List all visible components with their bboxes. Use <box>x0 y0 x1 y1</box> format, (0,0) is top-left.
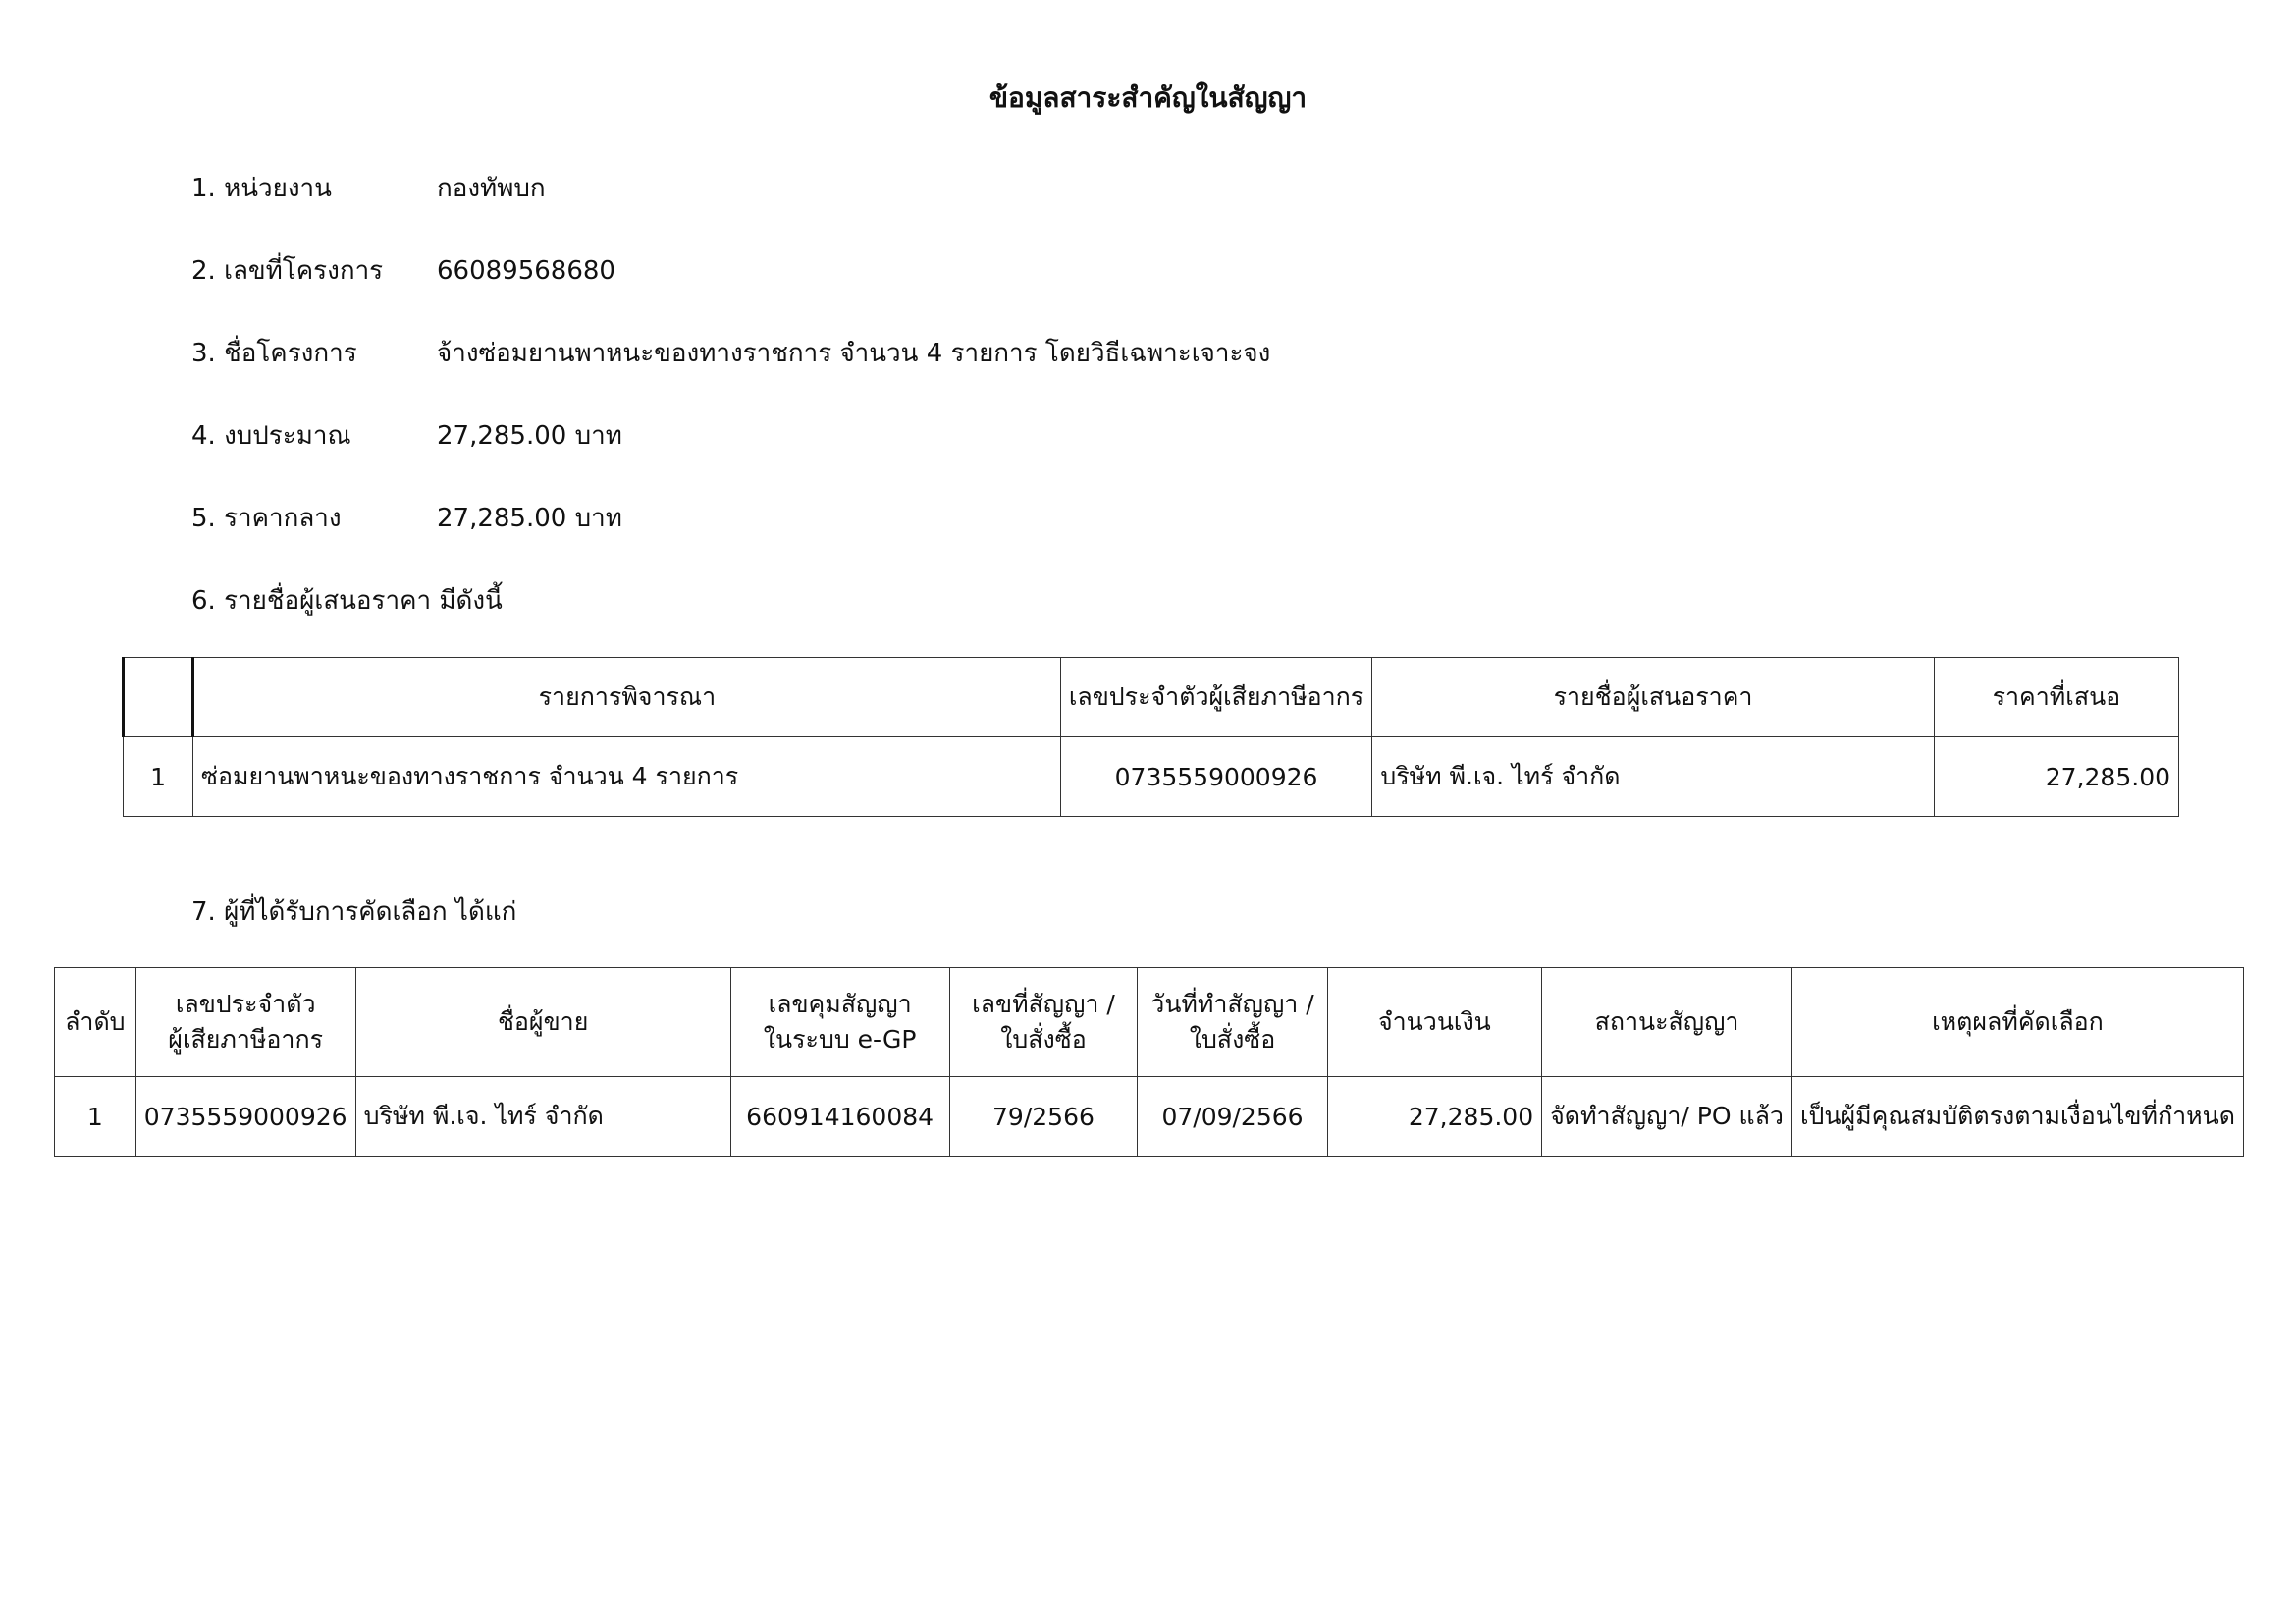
table-cell: 660914160084 <box>730 1077 949 1157</box>
table-header-cell: เลขประจำตัวผู้เสียภาษีอากร <box>1060 658 1372 737</box>
table-header-cell <box>355 968 730 1077</box>
table-cell: 1 <box>55 1077 136 1157</box>
section7-label: 7. ผู้ที่ได้รับการคัดเลือก ได้แก่ <box>191 897 517 927</box>
table-cell: 0735559000926 <box>135 1077 355 1157</box>
table-header-cell <box>55 968 136 1077</box>
table-header-cell <box>1791 968 2243 1077</box>
table-row <box>124 737 2179 817</box>
info-label: 2. เลขที่โครงการ <box>191 256 384 286</box>
info-label: 3. ชื่อโครงการ <box>191 339 357 368</box>
table-header-row <box>124 658 2179 737</box>
info-label: 4. งบประมาณ <box>191 421 351 451</box>
table-header-cell <box>135 968 355 1077</box>
table-header-cell <box>1542 968 1792 1077</box>
info-label: 1. หน่วยงาน <box>191 174 332 203</box>
table-cell: ซ่อมยานพาหนะของทางราชการ จำนวน 4 รายการ <box>193 737 1061 817</box>
selected-vendor-table <box>54 967 2244 1157</box>
header-line: เลขคุมสัญญา <box>768 990 912 1018</box>
table-header-cell: รายชื่อผู้เสนอราคา <box>1372 658 1934 737</box>
info-value: 27,285.00 บาท <box>437 421 622 451</box>
table-header-cell <box>1327 968 1541 1077</box>
table-cell: 07/09/2566 <box>1138 1077 1327 1157</box>
table-header-cell <box>730 968 949 1077</box>
bidders-table <box>122 657 2179 817</box>
info-row-project-number <box>191 253 615 289</box>
header-line: วันที่ทำสัญญา / <box>1150 990 1314 1018</box>
document-title: ข้อมูลสาระสำคัญในสัญญา <box>988 81 1308 114</box>
header-line: ชื่อผู้ขาย <box>497 1007 589 1036</box>
table-cell: จัดทำสัญญา/ PO แล้ว <box>1542 1077 1792 1157</box>
table-cell: บริษัท พี.เจ. ไทร์ จำกัด <box>1372 737 1934 817</box>
info-value: จ้างซ่อมยานพาหนะของทางราชการ จำนวน 4 รายการ โดยวิธีเฉพาะเจาะจง <box>437 339 1271 368</box>
header-line: เหตุผลที่คัดเลือก <box>1932 1007 2104 1036</box>
header-line: เลขที่สัญญา / <box>972 990 1115 1018</box>
header-line: ผู้เสียภาษีอากร <box>168 1025 324 1054</box>
header-line: จำนวนเงิน <box>1378 1007 1491 1036</box>
header-line: เลขประจำตัว <box>175 990 316 1018</box>
info-row-agency <box>191 171 546 206</box>
header-line: ใบสั่งซื้อ <box>1000 1025 1087 1054</box>
info-row-median-price <box>191 501 622 536</box>
table-cell: 27,285.00 <box>1934 737 2178 817</box>
info-row-budget <box>191 418 622 454</box>
table-header-cell: ราคาที่เสนอ <box>1934 658 2178 737</box>
info-value: 27,285.00 บาท <box>437 504 622 533</box>
header-line: ใบสั่งซื้อ <box>1189 1025 1276 1054</box>
info-value: 66089568680 <box>437 256 615 286</box>
info-value: กองทัพบก <box>437 174 546 203</box>
table-cell: 0735559000926 <box>1060 737 1372 817</box>
header-line: สถานะสัญญา <box>1594 1007 1739 1036</box>
table-header-cell <box>949 968 1138 1077</box>
info-row-project-name <box>191 336 1270 371</box>
header-line: ในระบบ e-GP <box>763 1025 917 1054</box>
table-cell: 27,285.00 <box>1327 1077 1541 1157</box>
table-header-cell: รายการพิจารณา <box>193 658 1061 737</box>
table-cell: เป็นผู้มีคุณสมบัติตรงตามเงื่อนไขที่กำหนด <box>1791 1077 2243 1157</box>
table-cell: 1 <box>124 737 193 817</box>
table-cell: บริษัท พี.เจ. ไทร์ จำกัด <box>355 1077 730 1157</box>
table-header-row <box>55 968 2244 1077</box>
info-label: 5. ราคากลาง <box>191 504 342 533</box>
header-line: ลำดับ <box>65 1007 126 1036</box>
table-row <box>55 1077 2244 1157</box>
section6-label: 6. รายชื่อผู้เสนอราคา มีดังนี้ <box>191 586 503 616</box>
table-header-cell <box>124 658 193 737</box>
table-cell: 79/2566 <box>949 1077 1138 1157</box>
table-header-cell <box>1138 968 1327 1077</box>
